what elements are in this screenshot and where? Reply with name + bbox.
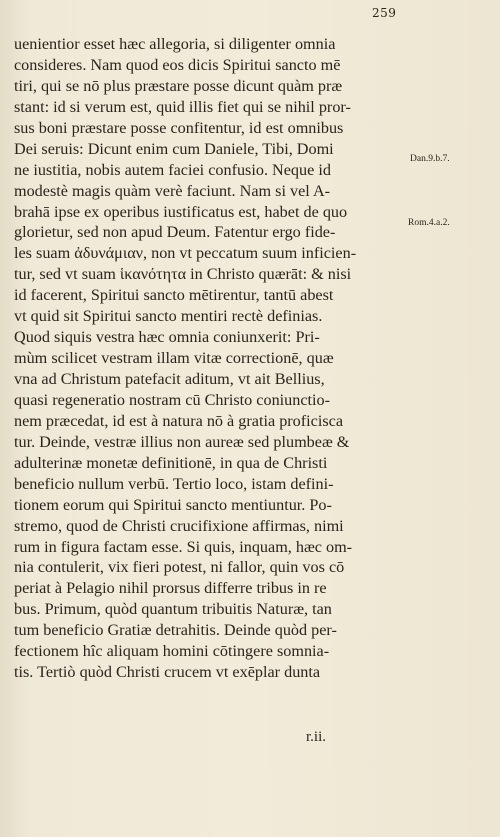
text-line: tiri, qui se nō plus præstare posse dicunt quàm præ [14,76,343,95]
text-line: uenientior esset hæc allegoria, si diligenter omnia [14,35,336,53]
text-line: stremo, quod de Christi crucifixione affirmas, nimi [14,516,344,535]
text-line: periat à Pelagio nihil prorsus differre tribus in re [14,579,327,598]
text-line: mùm scilicet vestram illam vitæ correctionē, quæ [14,349,334,368]
text-line: adulterinæ monetæ definitionē, in qua de Christi [14,453,328,472]
text-line: Dei seruis: Dicunt enim cum Daniele, Tibi, Domi [14,139,334,158]
text-line: brahā ipse ex operibus iustificatus est, habet de quo [14,202,348,221]
margin-note-romans: Rom.4.a.2. [408,218,450,228]
text-line: fectionem hîc aliquam homini cōtingere somnia- [14,642,330,661]
text-line: nem præcedat, id est à natura nō à gratia proficisca [14,411,344,430]
text-line: consideres. Nam quod eos dicis Spiritui sancto mē [14,55,341,74]
text-line: rum in figura factam esse. Si quis, inquam, hæc om- [14,537,353,556]
text-line: stant: id si verum est, quid illis fiet qui se nihil pror- [14,97,351,116]
body-text [14,34,402,683]
text-line: tis. Tertiò quòd Christi crucem vt exēplar dunta [14,663,321,682]
page-number: 259 [372,6,397,20]
signature-mark: r.ii. [306,729,327,745]
text-line: tur. Deinde, vestræ illius non aureæ sed plumbeæ & [14,432,350,451]
text-line: glorietur, sed non apud Deum. Fatentur ergo fide- [14,223,336,242]
text-line: tum beneficio Gratiæ detrahitis. Deinde quòd per- [14,621,337,640]
text-line: id facerent, Spiritui sancto mētirentur, tantū abest [14,286,334,305]
text-line: nia contulerit, vix fieri potest, ni fallor, quin vos cō [14,558,345,577]
text-line: beneficio nullum verbū. Tertio loco, istam defini- [14,474,334,493]
text-line: modestè magis quàm verè faciunt. Nam si vel A- [14,181,331,200]
text-line: quasi regeneratio nostram cū Christo coniunctio- [14,390,331,409]
margin-note-daniel: Dan.9.b.7. [410,154,450,164]
text-line: les suam ἀδυνάμιαν, non vt peccatum suum inficien- [14,244,357,263]
text-line: tur, sed vt suam ἱκανότητα in Christo quærāt: & nisi [14,265,352,284]
text-line: sus boni præstare posse confitentur, id est omnibus [14,118,344,137]
text-line: bus. Primum, quòd quantum tribuitis Naturæ, tan [14,600,332,619]
text-line: ne iustitia, nobis autem faciei confusio. Neque id [14,160,331,179]
text-line: vna ad Christum patefacit aditum, vt ait Bellius, [14,370,325,388]
text-line: tionem eorum qui Spiritui sancto mentiuntur. Po- [14,495,332,514]
text-line: vt quid sit Spiritui sancto mentiri rectè definias. [14,307,323,326]
text-line: Quod siquis vestra hæc omnia coniunxerit: Pri- [14,328,320,347]
